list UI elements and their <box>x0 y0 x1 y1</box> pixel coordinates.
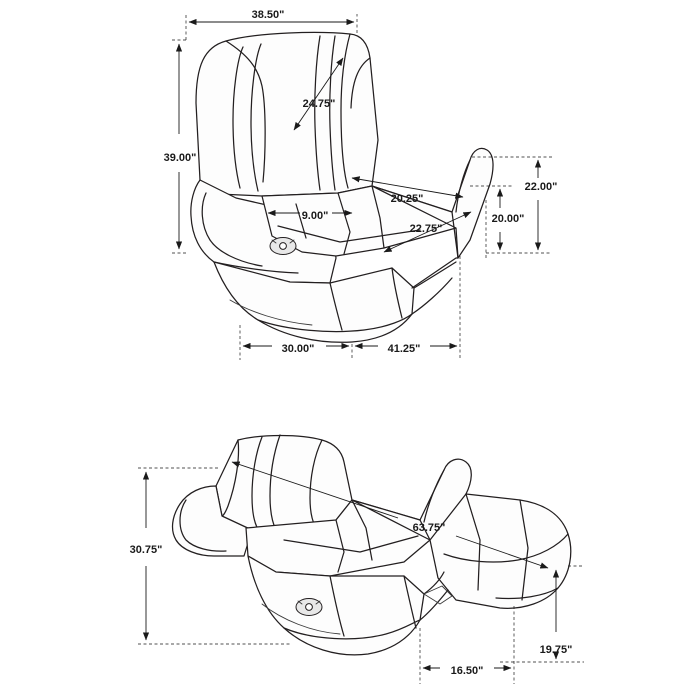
dimension-label-reclined-base-width: 16.50" <box>450 665 484 677</box>
dimension-label-seat-width: 9.00" <box>301 210 329 222</box>
upright-recliner-drawing <box>191 32 493 342</box>
dimension-label-arm-height: 22.00" <box>524 181 558 193</box>
dimension-label-seat-back-height: 24.75" <box>302 98 336 110</box>
dimension-label-overall-height: 39.00" <box>163 152 197 164</box>
dimension-label-seat-depth: 20.25" <box>390 193 424 205</box>
dimension-label-footrest-height: 19.75" <box>539 644 573 656</box>
dimension-label-seat-depth-alt: 22.75" <box>409 223 443 235</box>
dimension-label-seat-height: 20.00" <box>491 213 525 225</box>
dimension-label-base-width: 30.00" <box>281 343 315 355</box>
dimension-label-reclined-height: 30.75" <box>129 544 163 556</box>
dimension-label-base-depth: 41.25" <box>387 343 421 355</box>
reclined-recliner-drawing <box>173 435 571 655</box>
dimension-label-overall-width-top: 38.50" <box>251 9 285 21</box>
dimension-label-reclined-length: 63.75" <box>412 522 446 534</box>
